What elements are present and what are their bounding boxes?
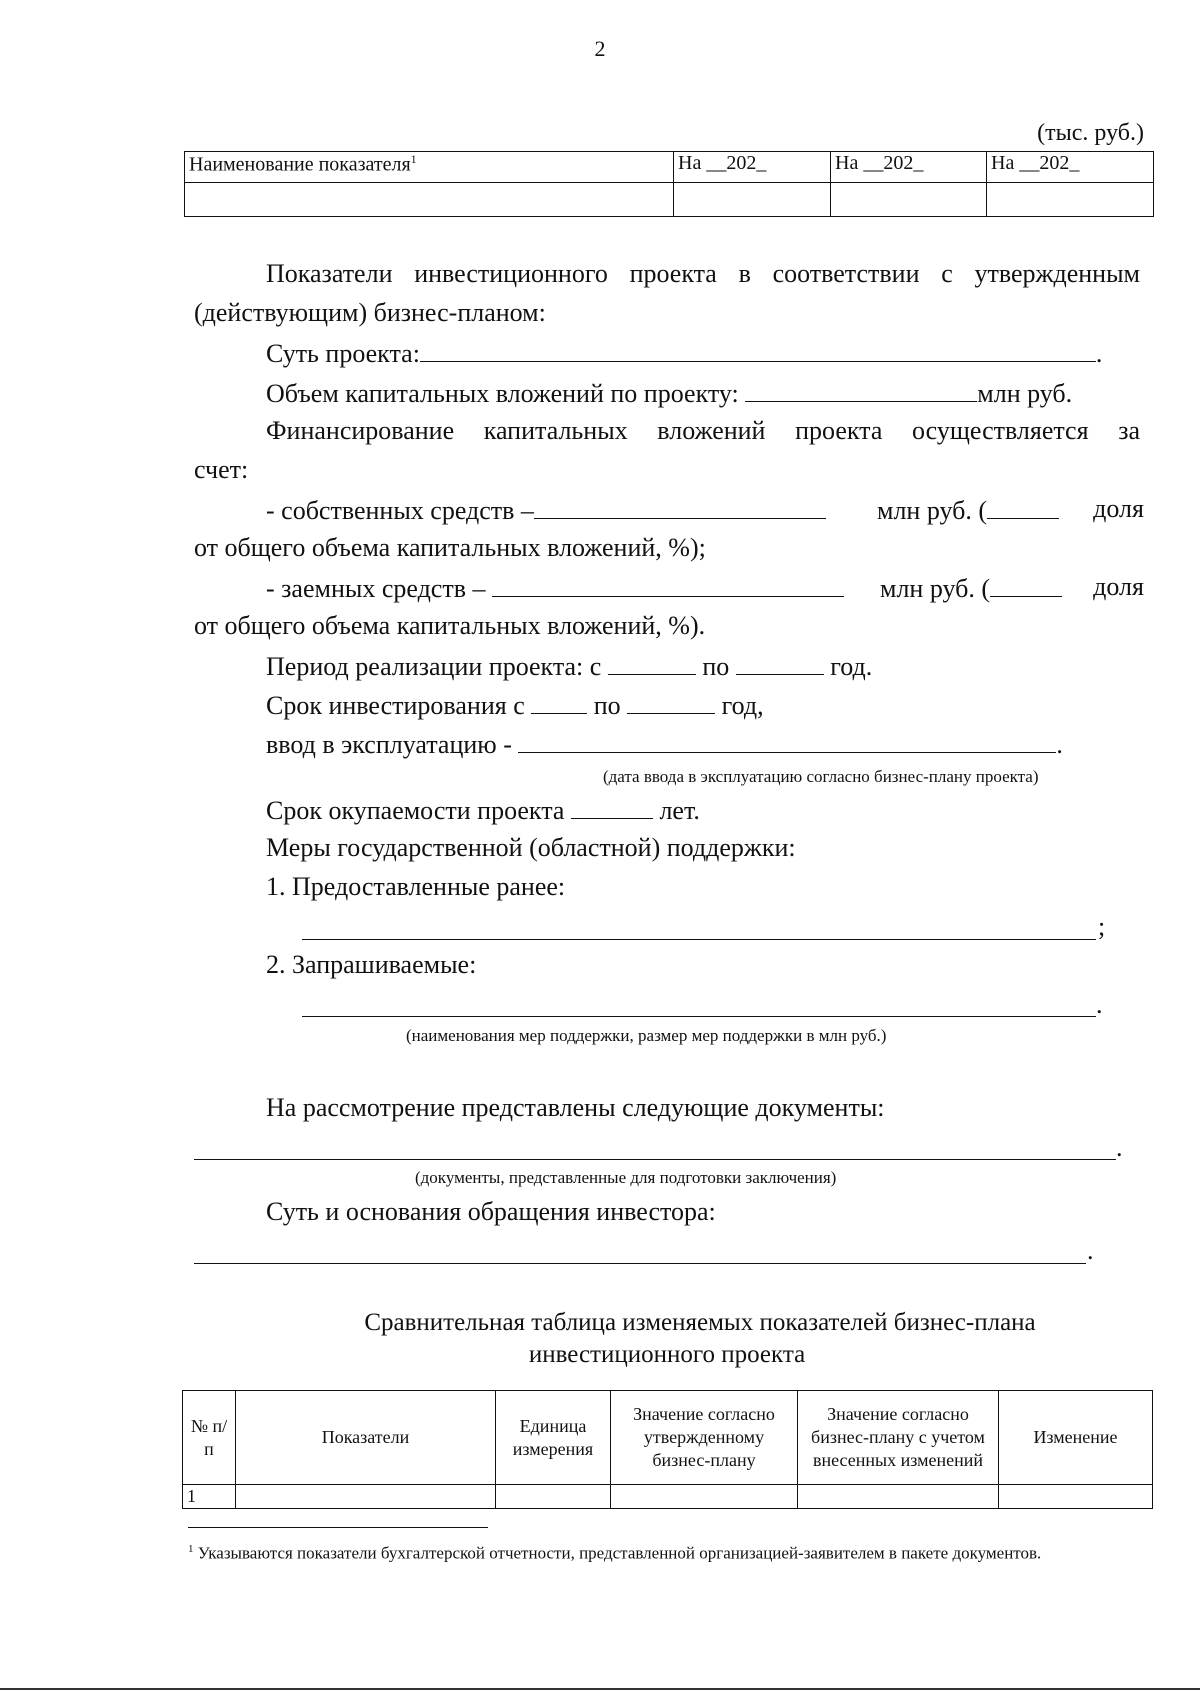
- table2-cell[interactable]: [798, 1485, 999, 1509]
- support-item-2-period: .: [1096, 990, 1103, 1019]
- borrowed-tail: от общего объема капитальных вложений, %).: [194, 611, 706, 640]
- capex-label: Объем капитальных вложений по проекту:: [266, 379, 739, 408]
- essence-blank[interactable]: [420, 337, 1096, 362]
- intro-line-1: Показатели инвестиционного проекта в соответствии с утвержденным: [266, 259, 1140, 288]
- indicators-table: [184, 151, 1154, 217]
- essence-row: Суть проекта: .: [266, 339, 1103, 368]
- capex-row: [266, 377, 1072, 409]
- invest-to-blank[interactable]: [627, 689, 715, 714]
- table1-header-date-3: На __202_: [987, 152, 1154, 183]
- appeal-period: .: [1087, 1236, 1094, 1265]
- support-note: (наименования мер поддержки, размер мер поддержки в млн руб.): [406, 1026, 887, 1045]
- docs-period: .: [1116, 1133, 1123, 1162]
- payback-unit: лет.: [659, 796, 700, 825]
- footnote: [188, 1538, 1118, 1565]
- unit-note: (тыс. руб.): [1037, 120, 1144, 146]
- table2-cell[interactable]: [236, 1485, 496, 1509]
- footnote-text: Указываются показатели бухгалтерской отчетности, представленной организацией-заявителем в пакете документов.: [197, 1543, 1042, 1563]
- borrowed-share-word: доля: [1093, 572, 1144, 601]
- payback-label: Срок окупаемости проекта: [266, 796, 565, 825]
- table1-cell[interactable]: [185, 183, 674, 217]
- table2-header-amended: Значение согласно бизнес-плану с учетом внесенных изменений: [798, 1391, 999, 1485]
- payback-blank[interactable]: [571, 794, 653, 819]
- page-bottom-edge: [0, 1688, 1200, 1690]
- page-number: 2: [594, 36, 606, 61]
- support-item-1: 1. Предоставленные ранее:: [266, 872, 566, 901]
- intro-line-2: (действующим) бизнес-планом:: [194, 298, 546, 327]
- support-item-2: 2. Запрашиваемые:: [266, 950, 477, 979]
- period-to-blank[interactable]: [736, 650, 824, 675]
- table2-cell[interactable]: [611, 1485, 798, 1509]
- period-to: по: [702, 652, 730, 681]
- period-label: Период реализации проекта: с: [266, 652, 602, 681]
- table2-cell[interactable]: [999, 1485, 1153, 1509]
- docs-label: На рассмотрение представлены следующие документы:: [266, 1093, 885, 1122]
- table2-header-change: Изменение: [999, 1391, 1153, 1485]
- footnote-separator: [188, 1527, 488, 1528]
- own-funds-share-blank[interactable]: [987, 494, 1059, 519]
- period-year: год.: [830, 652, 873, 681]
- own-funds-unit-row: [877, 494, 1059, 526]
- own-funds-label: - собственных средств –: [266, 496, 534, 525]
- commission-row: ввод в эксплуатацию - .: [266, 730, 1063, 759]
- own-funds-unit: млн руб. (: [877, 496, 988, 525]
- borrowed-blank[interactable]: [492, 572, 844, 597]
- invest-to: по: [593, 691, 621, 720]
- borrowed-unit-row: [880, 572, 1062, 604]
- comparison-table: [182, 1390, 1153, 1509]
- table2-title-line-1: Сравнительная таблица изменяемых показателей бизнес-плана: [364, 1309, 1036, 1336]
- table1-header-date-1: На __202_: [674, 152, 831, 183]
- footnote-mark: 1: [188, 1543, 194, 1555]
- table2-row-number: 1: [183, 1485, 236, 1509]
- commission-label: ввод в эксплуатацию -: [266, 730, 512, 759]
- table1-cell[interactable]: [831, 183, 987, 217]
- docs-note: (документы, представленные для подготовки заключения): [415, 1168, 837, 1187]
- own-funds-tail: от общего объема капитальных вложений, %);: [194, 533, 706, 562]
- table1-header-indicator: Наименование показателя$^1$: [185, 152, 674, 183]
- support-item-1-blank[interactable]: [302, 939, 1096, 940]
- period-from-blank[interactable]: [608, 650, 696, 675]
- own-funds-row: [266, 494, 826, 526]
- table1-cell[interactable]: [674, 183, 831, 217]
- invest-label: Срок инвестирования с: [266, 691, 525, 720]
- support-item-2-blank[interactable]: [302, 1016, 1096, 1017]
- table2-header-approved: Значение согласно утвержденному бизнес-плану: [611, 1391, 798, 1485]
- invest-from-blank[interactable]: [531, 689, 587, 714]
- invest-row: [266, 689, 764, 721]
- period-row: [266, 650, 872, 682]
- invest-year: год,: [721, 691, 764, 720]
- support-item-1-semicolon: ;: [1098, 912, 1106, 941]
- table2-header-unit: Единица измерения: [496, 1391, 611, 1485]
- borrowed-label: - заемных средств –: [266, 574, 486, 603]
- table2-header-number: № п/п: [183, 1391, 236, 1485]
- docs-blank[interactable]: [194, 1159, 1116, 1160]
- commission-blank[interactable]: [518, 728, 1056, 753]
- own-funds-share-word: доля: [1093, 494, 1144, 523]
- appeal-blank[interactable]: [194, 1263, 1086, 1264]
- table2-title-line-2: инвестиционного проекта: [528, 1341, 806, 1368]
- payback-row: [266, 794, 700, 826]
- table2-header-indicators: Показатели: [236, 1391, 496, 1485]
- essence-label: Суть проекта:: [266, 339, 420, 368]
- financing-line-1: Финансирование капитальных вложений проекта осуществляется за: [266, 416, 1140, 445]
- table1-header-date-2: На __202_: [831, 152, 987, 183]
- table2-cell[interactable]: [496, 1485, 611, 1509]
- borrowed-row: [266, 572, 844, 604]
- commission-note: (дата ввода в эксплуатацию согласно бизнес-плану проекта): [603, 767, 1039, 786]
- appeal-label: Суть и основания обращения инвестора:: [266, 1197, 716, 1226]
- support-label: Меры государственной (областной) поддержки:: [266, 833, 796, 862]
- own-funds-blank[interactable]: [534, 494, 826, 519]
- financing-line-2: счет:: [194, 455, 249, 484]
- table1-cell[interactable]: [987, 183, 1154, 217]
- capex-blank[interactable]: [745, 377, 977, 402]
- capex-unit: млн руб.: [977, 379, 1073, 408]
- borrowed-share-blank[interactable]: [990, 572, 1062, 597]
- borrowed-unit: млн руб. (: [880, 574, 991, 603]
